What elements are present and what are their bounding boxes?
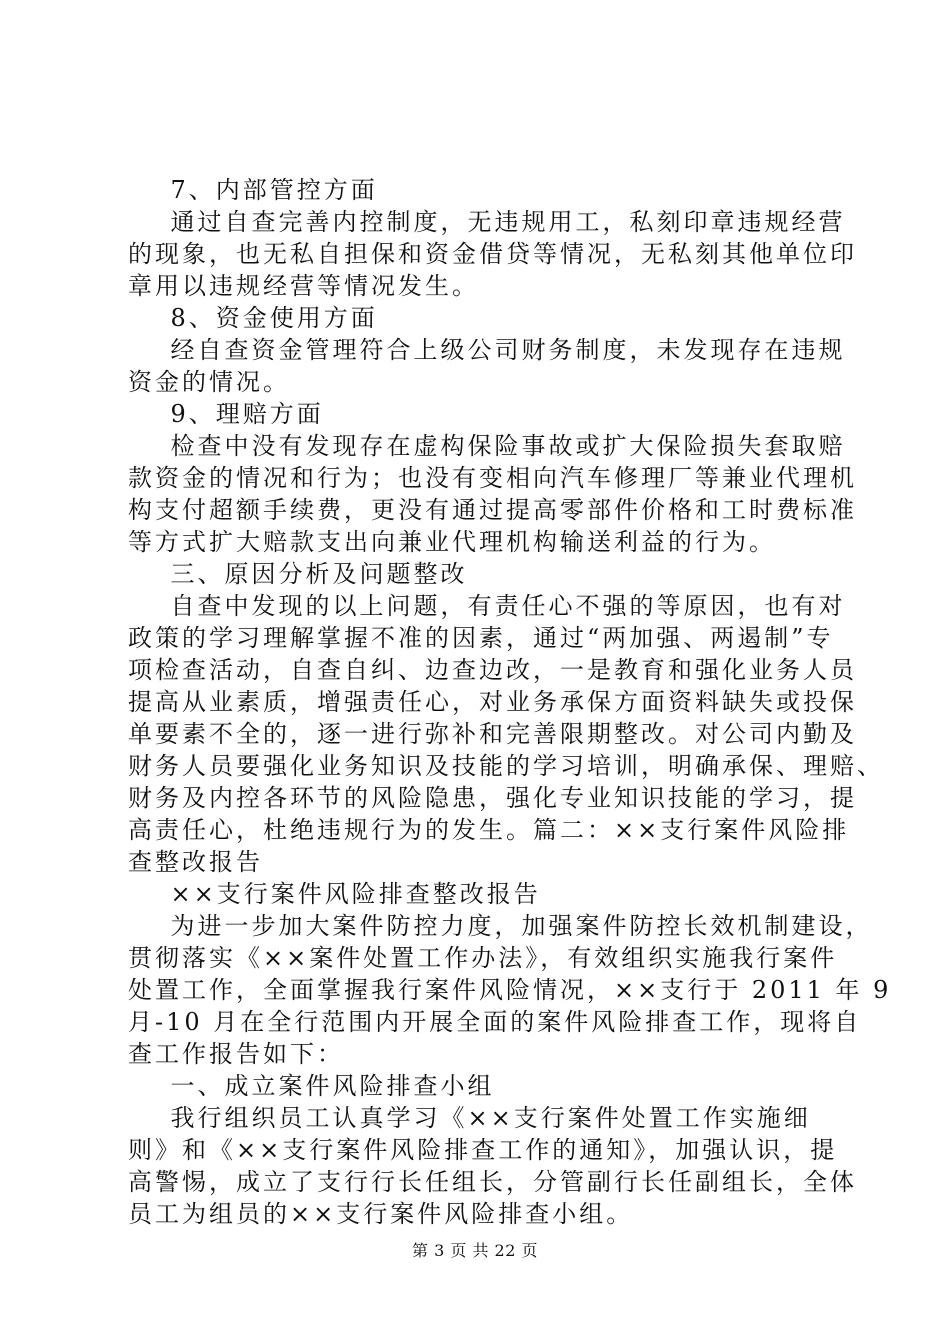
page-footer: 第 3 页 共 22 页 <box>412 1241 538 1260</box>
body-line: 高警惕，成立了支行行长任组长，分管副行长任副组长，全体 <box>128 1168 857 1196</box>
body-line: 提高从业素质，增强责任心，对业务承保方面资料缺失或投保 <box>128 688 857 716</box>
body-line: 三、原因分析及问题整改 <box>128 560 468 588</box>
body-line: 7、内部管控方面 <box>128 176 378 204</box>
body-line: 高责任心，杜绝违规行为的发生。篇二：××支行案件风险排 <box>128 816 850 844</box>
document-body <box>128 174 892 1230</box>
body-line: 为进一步加大案件防控力度，加强案件防控长效机制建设， <box>128 912 873 940</box>
body-line: 通过自查完善内控制度，无违规用工，私刻印章违规经营 <box>128 208 846 236</box>
body-line: 财务人员要强化业务知识及技能的学习培训，明确承保、理赔、 <box>128 752 884 780</box>
body-line: 一、成立案件风险排查小组 <box>128 1072 495 1100</box>
body-line: 章用以违规经营等情况发生。 <box>128 272 479 300</box>
body-line: 等方式扩大赔款支出向兼业代理机构输送利益的行为。 <box>128 528 776 556</box>
body-line: 检查中没有发现存在虚构保险事故或扩大保险损失套取赔 <box>128 432 846 460</box>
body-line: 处置工作，全面掌握我行案件风险情况，××支行于 2011 年 9 <box>128 976 892 1004</box>
body-line: 财务及内控各环节的风险隐患，强化专业知识技能的学习，提 <box>128 784 857 812</box>
body-line: 我行组织员工认真学习《××支行案件处置工作实施细 <box>128 1104 811 1132</box>
body-line: 月-10 月在全行范围内开展全面的案件风险排查工作，现将自 <box>128 1008 862 1036</box>
body-line: 项检查活动，自查自纠、边查边改，一是教育和强化业务人员 <box>128 656 857 684</box>
body-line: 单要素不全的，逐一进行弥补和完善限期整改。对公司内勤及 <box>128 720 857 748</box>
body-line: 员工为组员的××支行案件风险排查小组。 <box>128 1200 634 1228</box>
body-line: ××支行案件风险排查整改报告 <box>128 880 541 908</box>
body-line: 查整改报告 <box>128 848 263 876</box>
body-line: 经自查资金管理符合上级公司财务制度，未发现存在违规 <box>128 336 846 364</box>
body-line: 的现象，也无私自担保和资金借贷等情况，无私刻其他单位印 <box>128 240 857 268</box>
body-line: 9、理赔方面 <box>128 400 324 428</box>
body-line: 资金的情况。 <box>128 368 290 396</box>
body-line: 8、资金使用方面 <box>128 304 378 332</box>
body-line: 则》和《××支行案件风险排查工作的通知》，加强认识，提 <box>128 1136 838 1164</box>
body-line: 贯彻落实《××案件处置工作办法》，有效组织实施我行案件 <box>128 944 838 972</box>
body-line: 查工作报告如下： <box>128 1040 344 1068</box>
body-line: 自查中发现的以上问题，有责任心不强的等原因，也有对 <box>128 592 846 620</box>
body-line: 构支付超额手续费，更没有通过提高零部件价格和工时费标准 <box>128 496 857 524</box>
body-line: 政策的学习理解掌握不准的因素，通过“两加强、两遏制”专 <box>128 624 834 652</box>
body-line: 款资金的情况和行为；也没有变相向汽车修理厂等兼业代理机 <box>128 464 857 492</box>
